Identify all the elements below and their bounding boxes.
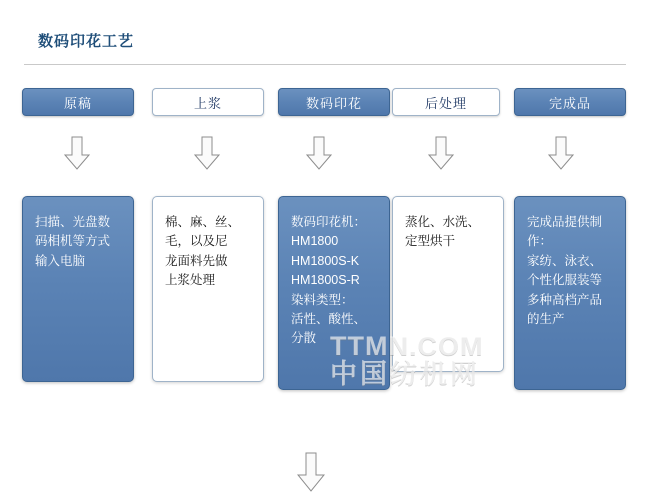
- step-body-line: 棉、麻、丝、: [165, 215, 241, 229]
- step-body-line: 作：: [527, 234, 553, 249]
- step-body-line: 的生产: [527, 311, 565, 326]
- page-title: 数码印花工艺: [38, 33, 135, 50]
- step-body-line: HM1800S-K: [291, 253, 360, 268]
- step-header-1[interactable]: 原稿: [22, 88, 134, 116]
- step-body-line: 上浆处理: [165, 273, 216, 288]
- step-body-line: 活性、酸性、: [291, 311, 367, 326]
- step-body-1: [22, 196, 134, 382]
- title-divider: [24, 64, 626, 65]
- step-body-line: 多种高档产品: [527, 292, 603, 307]
- step-body-line: 个性化服装等: [527, 273, 603, 288]
- step-body-line: 染料类型：: [291, 292, 354, 307]
- step-body-4: [392, 196, 504, 372]
- step-body-line: 数码印花机：: [291, 215, 367, 229]
- arrow-down-icon: [297, 452, 325, 492]
- step-header-4[interactable]: 后处理: [392, 88, 500, 116]
- step-body-5: [514, 196, 626, 390]
- step-body-line: 定型烘干: [405, 234, 456, 249]
- step-header-5[interactable]: 完成品: [514, 88, 626, 116]
- step-body-2: [152, 196, 264, 382]
- step-body-line: 扫描、光盘数: [35, 215, 111, 229]
- step-body-line: 输入电脑: [35, 253, 86, 268]
- step-body-line: HM1800: [291, 234, 339, 249]
- step-header-3[interactable]: 数码印花: [278, 88, 390, 116]
- step-header-2[interactable]: 上浆: [152, 88, 264, 116]
- step-body-line: HM1800S-R: [291, 273, 360, 288]
- step-body-line: 分散: [291, 331, 317, 346]
- step-body-line: 码相机等方式: [35, 234, 111, 249]
- step-body-line: 家纺、泳衣、: [527, 253, 603, 268]
- arrow-down-icon: [548, 136, 574, 170]
- watermark-line-2: 中国纺机网: [330, 359, 480, 390]
- step-body-3: [278, 196, 390, 390]
- step-body-line: 完成品提供制: [527, 215, 603, 229]
- arrow-down-icon: [428, 136, 454, 170]
- step-body-line: 蒸化、水洗、: [405, 215, 481, 229]
- arrow-down-icon: [194, 136, 220, 170]
- arrow-down-icon: [64, 136, 90, 170]
- step-body-line: 毛，以及尼: [165, 234, 228, 249]
- watermark-line-1: TTMN.COM: [330, 331, 484, 361]
- step-body-line: 龙面料先做: [165, 253, 228, 268]
- arrow-down-icon: [306, 136, 332, 170]
